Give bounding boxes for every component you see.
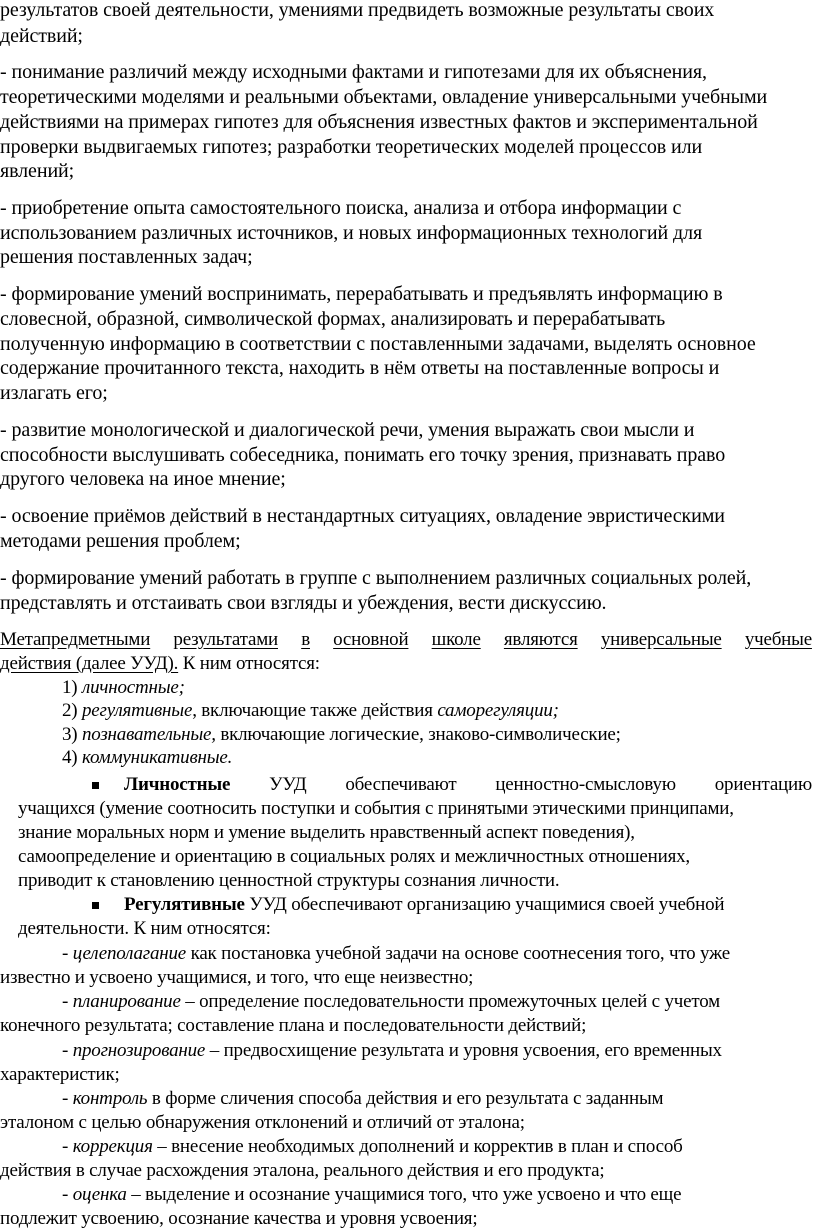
reg-item-line1 <box>62 1039 722 1063</box>
reg-item-line2: известно и усвоено учащимися, и того, что еще неизвестно; <box>0 967 474 988</box>
reg-term: контроль <box>72 1088 148 1109</box>
numbered-item <box>62 746 232 770</box>
intro-line: методами решения проблем; <box>0 530 241 552</box>
reg-item-line1 <box>62 1135 683 1159</box>
bold-term: Регулятивные <box>124 894 245 915</box>
meta-word: учебные <box>744 629 812 650</box>
meta-rest: К ним относятся: <box>178 653 320 674</box>
lichnostnye-line: знание моральных норм и умение выделить нравственный аспект поведения), <box>18 822 635 843</box>
item-number: 2) <box>62 700 78 721</box>
intro-line: теоретическими моделями и реальными объектами, овладение универсальными учебными <box>0 86 768 108</box>
item-number: 1) <box>62 677 78 698</box>
intro-line: явлений; <box>0 160 75 182</box>
intro-line: - освоение приёмов действий в нестандартных ситуациях, овладение эвристическими <box>0 505 725 527</box>
item-number: 4) <box>62 747 78 768</box>
reg-item-line2: конечного результата; составление плана и последовательности действий; <box>0 1015 587 1036</box>
item-number: 3) <box>62 724 78 745</box>
intro-line: - развитие монологической и диалогической речи, умения выражать свои мысли и <box>0 419 695 441</box>
intro-line: способности выслушивать собеседника, понимать его точку зрения, признавать право <box>0 444 726 466</box>
item-italic: коммуникативные. <box>82 747 233 768</box>
dash: - <box>62 1184 73 1205</box>
reg-item-line1 <box>62 1183 681 1207</box>
dash: - <box>62 1136 73 1157</box>
item-italic-2: саморегуляции; <box>437 700 559 721</box>
dash: - <box>62 943 73 964</box>
numbered-item <box>62 723 621 747</box>
lichnostnye-word: ценностно-смысловую <box>495 774 676 795</box>
reg-after: – внесение необходимых дополнений и корректив в план и способ <box>152 1136 683 1157</box>
regulyativnye-line2: деятельности. К ним относятся: <box>18 918 271 939</box>
dash: - <box>62 1040 73 1061</box>
intro-line: словесной, образной, символической формах, анализировать и перерабатывать <box>0 308 666 330</box>
reg-item-line2: действия в случае расхождения эталона, реального действия и его продукта; <box>0 1160 605 1181</box>
dash: - <box>62 991 73 1012</box>
reg-item-line2: характеристик; <box>0 1064 120 1085</box>
intro-line: решения поставленных задач; <box>0 246 253 268</box>
meta-word: универсальные <box>600 629 722 650</box>
meta-word: школе <box>431 629 481 650</box>
numbered-item <box>62 676 185 700</box>
meta-word: являются <box>503 629 578 650</box>
lichnostnye-line: самоопределение и ориентацию в социальных ролях и межличностных отношениях, <box>18 846 690 867</box>
item-rest: включающие логические, знаково-символические; <box>215 724 621 745</box>
lichnostnye-word: УУД <box>269 774 307 795</box>
meta-heading-line1 <box>0 628 812 652</box>
lichnostnye-word: ориентацию <box>714 774 812 795</box>
intro-line: - формирование умений воспринимать, перерабатывать и предъявлять информацию в <box>0 283 723 305</box>
regulyativnye-line1 <box>124 893 724 917</box>
lichnostnye-word: обеспечивают <box>345 774 457 795</box>
reg-after: – определение последовательности промежуточных целей с учетом <box>180 991 720 1012</box>
intro-line: - формирование умений работать в группе с выполнением различных социальных ролей, <box>0 567 752 589</box>
numbered-item <box>62 699 559 723</box>
reg-after: в форме сличения способа действия и его результата с заданным <box>147 1088 664 1109</box>
intro-line: представлять и отстаивать свои взгляды и убеждения, вести дискуссию. <box>0 592 607 614</box>
intro-line: излагать его; <box>0 382 108 404</box>
reg-term: коррекция <box>72 1136 153 1157</box>
intro-line: использованием различных источников, и новых информационных технологий для <box>0 222 703 244</box>
intro-line: действий; <box>0 25 83 47</box>
reg-item-line1 <box>62 1087 663 1111</box>
intro-line: действиями на примерах гипотез для объяснения известных фактов и экспериментальной <box>0 111 758 133</box>
reg-after: – выделение и осознание учащимися того, что уже усвоено и что еще <box>126 1184 682 1205</box>
bullet-icon <box>92 782 99 789</box>
reg-term: целеполагание <box>72 943 187 964</box>
intro-line: другого человека на иное мнение; <box>0 468 286 490</box>
reg-item-line1 <box>62 990 720 1014</box>
lichnostnye-line: приводит к становлению ценностной структуры сознания личности. <box>18 870 560 891</box>
reg-after: как постановка учебной задачи на основе соотнесения того, что уже <box>186 943 730 964</box>
reg-item-line2: подлежит усвоению, осознание качества и уровня усвоения; <box>0 1208 478 1229</box>
intro-line: результатов своей деятельности, умениями предвидеть возможные результаты своих <box>0 0 715 21</box>
item-italic: регулятивные <box>82 700 193 721</box>
item-italic: личностные; <box>82 677 185 698</box>
reg-item-line1 <box>62 942 730 966</box>
item-italic: познавательные, <box>82 724 216 745</box>
regulyativnye-rest: УУД обеспечивают организацию учащимися своей учебной <box>244 894 725 915</box>
meta-word: Метапредметными <box>0 629 151 650</box>
intro-line: содержание прочитанного текста, находить в нём ответы на поставленные вопросы и <box>0 357 720 379</box>
intro-line: проверки выдвигаемых гипотез; разработки теоретических моделей процессов или <box>0 136 703 158</box>
reg-term: оценка <box>72 1184 127 1205</box>
reg-term: планирование <box>72 991 181 1012</box>
intro-line: полученную информацию в соответствии с поставленными задачами, выделять основное <box>0 333 756 355</box>
meta-word: основной <box>333 629 409 650</box>
reg-term: прогнозирование <box>72 1040 206 1061</box>
dash: - <box>62 1088 73 1109</box>
intro-line: - понимание различий между исходными фактами и гипотезами для их объяснения, <box>0 61 707 83</box>
lichnostnye-line1 <box>124 773 812 797</box>
lichnostnye-line: учащихся (умение соотносить поступки и события с принятыми этическими принципами, <box>18 798 734 819</box>
meta-heading-line2 <box>0 652 320 676</box>
meta-word: в <box>301 629 310 650</box>
reg-after: – предвосхищение результата и уровня усвоения, его временных <box>205 1040 722 1061</box>
bold-term: Личностные <box>124 774 231 795</box>
item-rest: , включающие также действия <box>192 700 438 721</box>
intro-line: - приобретение опыта самостоятельного поиска, анализа и отбора информации с <box>0 197 682 219</box>
meta-underlined: действия (далее УУД). <box>0 653 179 674</box>
reg-item-line2: эталоном с целью обнаружения отклонений и отличий от эталона; <box>0 1112 525 1133</box>
meta-word: результатами <box>173 629 278 650</box>
bullet-icon <box>92 902 99 909</box>
